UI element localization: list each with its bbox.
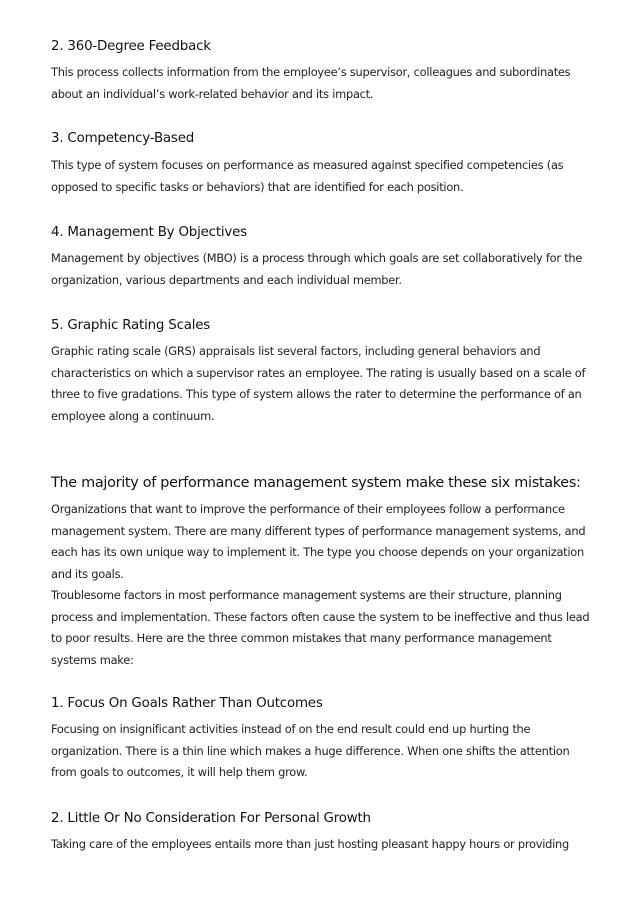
text-line: systems make:: [51, 652, 134, 667]
paragraph-personal-growth: [51, 834, 611, 856]
heading-focus-on-goals: 1. Focus On Goals Rather Than Outcomes: [51, 696, 323, 711]
text-line: management system. There are many different types of performance management systems, and: [51, 523, 586, 538]
text-line: Management by objectives (MBO) is a process through which goals are set collaboratively for the: [51, 251, 583, 265]
heading-personal-growth: 2. Little Or No Consideration For Personal Growth: [51, 811, 371, 826]
text-line: Focusing on insignificant activities instead of on the end result could end up hurting the: [51, 722, 531, 736]
heading-360-degree-feedback: 2. 360-Degree Feedback: [51, 39, 211, 54]
text-line: and its goals.: [51, 566, 124, 581]
paragraph-graphic-rating-scales: [51, 341, 611, 427]
text-line: Taking care of the employees entails more than just hosting pleasant happy hours or providing: [51, 837, 569, 851]
heading-six-mistakes: The majority of performance management system make these six mistakes:: [51, 475, 581, 491]
text-line: This process collects information from the employee’s supervisor, colleagues and subordinates: [51, 65, 571, 79]
heading-competency-based: 3. Competency-Based: [51, 131, 195, 146]
text-line: three to five gradations. This type of system allows the rater to determine the performance of an: [51, 387, 582, 401]
text-line: organization, various departments and each individual member.: [51, 272, 402, 287]
text-line: process and implementation. These factors often cause the system to be ineffective and thus lead: [51, 609, 590, 624]
text-line: about an individual’s work-related behavior and its impact.: [51, 86, 374, 101]
text-line: organization. There is a thin line which makes a huge difference. When one shifts the attention: [51, 743, 570, 758]
paragraph-management-by-objectives: [51, 248, 611, 291]
paragraph-competency-based: [51, 155, 611, 198]
paragraph-six-mistakes: [51, 499, 611, 671]
text-line: Troublesome factors in most performance management systems are their structure, planning: [51, 588, 562, 602]
text-line: Organizations that want to improve the performance of their employees follow a performance: [51, 502, 565, 516]
text-line: from goals to outcomes, it will help them grow.: [51, 765, 308, 779]
paragraph-360-degree-feedback: [51, 62, 611, 105]
text-line: employee along a continuum.: [51, 408, 215, 423]
text-line: Graphic rating scale (GRS) appraisals list several factors, including general behaviors and: [51, 344, 541, 358]
text-line: opposed to specific tasks or behaviors) that are identified for each position.: [51, 179, 464, 194]
text-line: characteristics on which a supervisor rates an employee. The rating is usually based on a scale of: [51, 365, 586, 380]
text-line: each has its own unique way to implement it. The type you choose depends on your organization: [51, 545, 584, 559]
heading-management-by-objectives: 4. Management By Objectives: [51, 225, 247, 240]
text-line: This type of system focuses on performance as measured against specified competencies (as: [51, 158, 564, 172]
paragraph-focus-on-goals: [51, 719, 611, 784]
text-line: to poor results. Here are the three common mistakes that many performance management: [51, 631, 552, 645]
heading-graphic-rating-scales: 5. Graphic Rating Scales: [51, 318, 211, 333]
